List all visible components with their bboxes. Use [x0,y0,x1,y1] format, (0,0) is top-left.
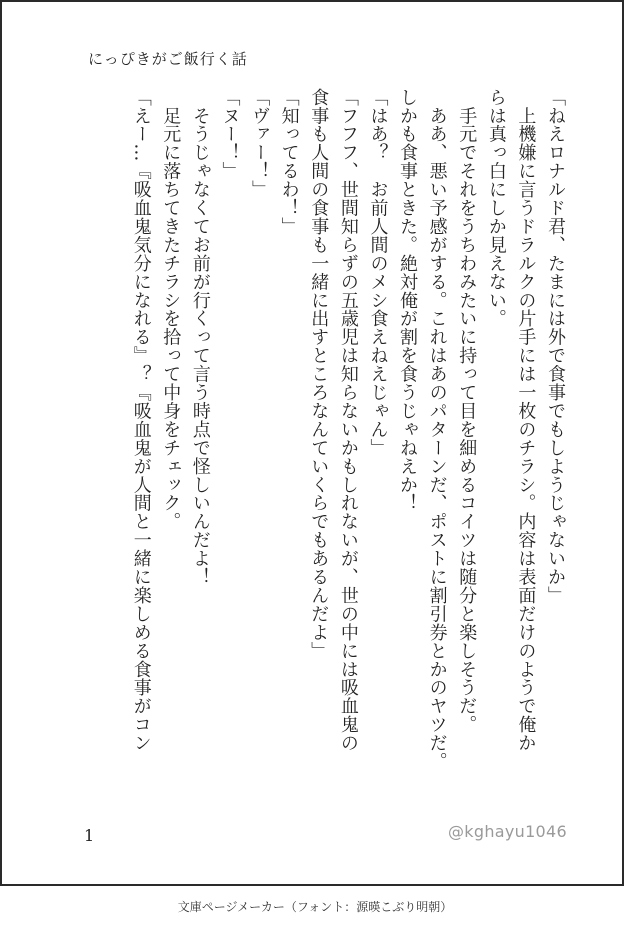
author-handle: @kghayu1046 [448,822,567,841]
body-text [40,88,570,808]
text-line: 食事も人間の食事も一緒に出すところなんていくらでもあるんだよ」 [308,88,330,660]
text-line: 手元でそれをうちわみたいに持って目を細めるコイツは随分と楽しそうだ。 [456,88,478,734]
text-line: 「ねえロナルド君、たまには外で食事でもしようじゃないか」 [545,88,566,605]
text-line: 「ヌー！」 [219,88,241,181]
text-line: 「ヴァー！」 [249,88,271,199]
text-line: そうじゃなくてお前が行くって言う時点で怪しいんだよ！ [189,88,211,587]
text-line: 「知ってるわ！」 [278,88,300,236]
text-line: 足元に落ちてきたチラシを拾って中身をチェック。 [160,88,182,531]
text-line: らは真っ白にしか見えない。 [485,88,507,328]
page-number: 1 [84,826,95,845]
text-line: 「えー…『吸血鬼気分になれる』？『吸血鬼が人間と一緒に楽しめる食事がコン [130,88,152,753]
running-title: にっぴきがご飯行く話 [88,50,248,68]
text-line: 「はあ？ お前人間のメシ食えねえじゃん」 [367,88,389,457]
text-line: 上機嫌に言うドラルクの片手には一枚のチラシ。内容は表面だけのようで俺か [515,88,537,753]
text-line: 「フフフ、世間知らずの五歳児は知らないかもしれないが、世の中には吸血鬼の [337,88,359,753]
text-line: ああ、悪い予感がする。これはあのパターンだ、ポストに割引券とかのヤツだ。 [426,88,448,771]
generator-caption: 文庫ページメーカー（フォント：源暎こぶり明朝） [177,900,453,914]
text-line: しかも食事ときた。絶対俺が割を食うじゃねえか！ [397,88,419,513]
